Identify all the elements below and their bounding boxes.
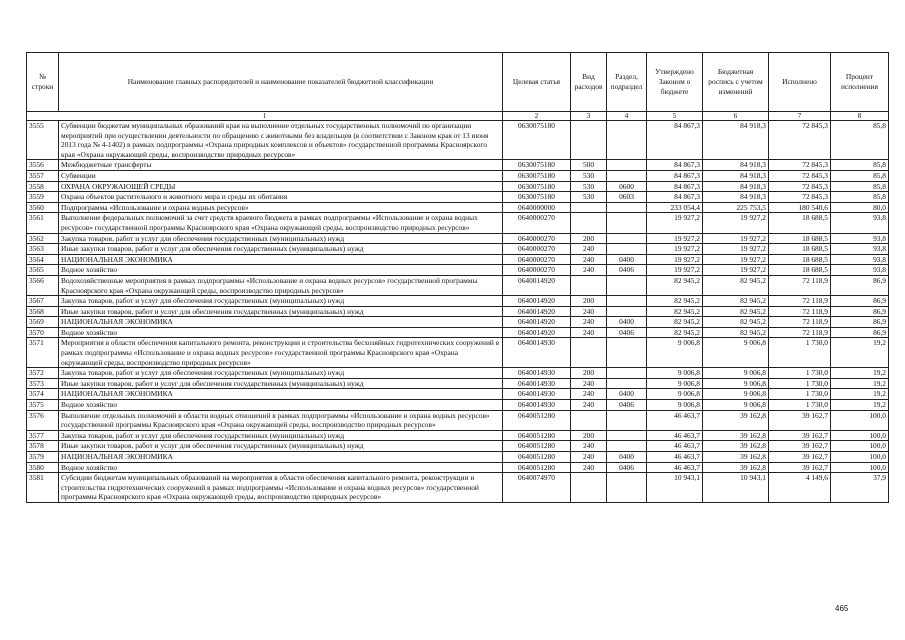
target-article-cell: 0630075180	[503, 170, 571, 181]
expense-type-cell: 240	[571, 462, 607, 473]
section-cell	[607, 430, 647, 441]
name-cell: Закупка товаров, работ и услуг для обеспечения государственных (муниципальных) нужд	[59, 368, 503, 379]
budget-schedule-cell: 19 927,2	[703, 213, 769, 233]
row-number-cell: 3581	[27, 473, 59, 503]
approved-cell: 9 006,8	[647, 389, 703, 400]
budget-schedule-cell: 84 918,3	[703, 170, 769, 181]
section-cell	[607, 378, 647, 389]
name-cell: НАЦИОНАЛЬНАЯ ЭКОНОМИКА	[59, 254, 503, 265]
name-cell: Водохозяйственные мероприятия в рамках подпрограммы «Использование и охрана водных ресурсов» государственной программы Красноярского края «Охрана окружающей среды, воспроизводство природных ресурсов»	[59, 275, 503, 295]
target-article-cell: 0640014920	[503, 275, 571, 295]
section-cell: 0603	[607, 192, 647, 203]
approved-cell: 82 945,2	[647, 296, 703, 307]
budget-report-sheet	[26, 52, 888, 503]
percent-cell: 85,8	[831, 170, 889, 181]
name-cell: Межбюджетные трансферты	[59, 160, 503, 171]
table-row	[27, 452, 889, 463]
table-row	[27, 244, 889, 255]
expense-type-cell	[571, 338, 607, 368]
percent-cell: 85,8	[831, 192, 889, 203]
executed-cell: 18 688,5	[769, 254, 831, 265]
percent-cell: 80,0	[831, 202, 889, 213]
target-article-cell: 0640000270	[503, 213, 571, 233]
row-number-cell: 3568	[27, 306, 59, 317]
expense-type-cell: 240	[571, 306, 607, 317]
name-cell: Выполнение федеральных полномочий за счет средств краевого бюджета в рамках подпрограммы «Использование и охрана водных ресурсов» государственной программы Красноярского края «Охрана окружающей среды, воспроизводство природных ресурсов»	[59, 213, 503, 233]
executed-cell: 1 730,0	[769, 338, 831, 368]
budget-schedule-cell: 84 918,3	[703, 192, 769, 203]
expense-type-cell: 240	[571, 254, 607, 265]
percent-cell: 93,8	[831, 213, 889, 233]
section-cell	[607, 306, 647, 317]
target-article-cell: 0630075180	[503, 121, 571, 160]
table-header-row	[27, 53, 889, 112]
executed-cell: 72 118,9	[769, 296, 831, 307]
budget-schedule-cell: 9 006,8	[703, 378, 769, 389]
target-article-cell: 0640051280	[503, 462, 571, 473]
approved-cell: 46 463,7	[647, 462, 703, 473]
name-cell: НАЦИОНАЛЬНАЯ ЭКОНОМИКА	[59, 317, 503, 328]
table-row	[27, 254, 889, 265]
budget-schedule-cell: 82 945,2	[703, 306, 769, 317]
expense-type-cell: 240	[571, 452, 607, 463]
budget-schedule-cell: 84 918,3	[703, 160, 769, 171]
expense-type-cell: 200	[571, 368, 607, 379]
executed-cell: 72 845,3	[769, 192, 831, 203]
approved-cell: 9 006,8	[647, 400, 703, 411]
target-article-cell: 0640000270	[503, 265, 571, 276]
name-cell: Охрана объектов растительного и животного мира и среды их обитания	[59, 192, 503, 203]
executed-cell: 72 118,9	[769, 275, 831, 295]
budget-schedule-cell: 9 006,8	[703, 389, 769, 400]
section-cell	[607, 244, 647, 255]
page-number: 465	[835, 604, 849, 613]
percent-cell: 19,2	[831, 368, 889, 379]
name-cell: Субсидии бюджетам муниципальных образований на мероприятия в области обеспечения капитального ремонта, реконструкции и строительства гидротехнических сооружений в рамках подпрограммы «Использование и охрана водных ресурсов» государственной программы Красноярского края «Охрана окружающей среды, воспроизводство природных ресурсов»	[59, 473, 503, 503]
row-number-cell: 3562	[27, 233, 59, 244]
budget-schedule-cell: 82 945,2	[703, 327, 769, 338]
executed-cell: 1 730,0	[769, 368, 831, 379]
expense-type-cell	[571, 275, 607, 295]
name-cell: Иные закупки товаров, работ и услуг для обеспечения государственных (муниципальных) нужд	[59, 378, 503, 389]
table-row	[27, 327, 889, 338]
name-cell: НАЦИОНАЛЬНАЯ ЭКОНОМИКА	[59, 389, 503, 400]
approved-cell: 84 867,3	[647, 170, 703, 181]
column-number: 3	[571, 112, 607, 121]
approved-cell: 46 463,7	[647, 441, 703, 452]
section-cell	[607, 213, 647, 233]
budget-schedule-cell: 39 162,8	[703, 410, 769, 430]
row-number-cell: 3557	[27, 170, 59, 181]
budget-schedule-cell: 84 918,3	[703, 181, 769, 192]
table-row	[27, 181, 889, 192]
percent-cell: 85,8	[831, 160, 889, 171]
header-executed: Исполнено	[769, 53, 831, 112]
column-number: 5	[647, 112, 703, 121]
executed-cell: 18 688,5	[769, 213, 831, 233]
target-article-cell: 0630075180	[503, 192, 571, 203]
target-article-cell: 0640051280	[503, 410, 571, 430]
table-row	[27, 306, 889, 317]
expense-type-cell: 240	[571, 317, 607, 328]
approved-cell: 19 927,2	[647, 233, 703, 244]
table-body	[27, 121, 889, 503]
approved-cell: 82 945,2	[647, 275, 703, 295]
percent-cell: 86,9	[831, 296, 889, 307]
table-row	[27, 202, 889, 213]
percent-cell: 85,8	[831, 181, 889, 192]
percent-cell: 93,8	[831, 265, 889, 276]
executed-cell: 39 162,7	[769, 430, 831, 441]
section-cell	[607, 473, 647, 503]
column-number: 7	[769, 112, 831, 121]
target-article-cell: 0630075180	[503, 181, 571, 192]
section-cell	[607, 410, 647, 430]
percent-cell: 86,9	[831, 327, 889, 338]
section-cell	[607, 275, 647, 295]
row-number-cell: 3563	[27, 244, 59, 255]
approved-cell: 82 945,2	[647, 327, 703, 338]
section-cell	[607, 368, 647, 379]
expense-type-cell: 240	[571, 244, 607, 255]
name-cell: Водное хозяйство	[59, 400, 503, 411]
approved-cell: 9 006,8	[647, 378, 703, 389]
target-article-cell: 0640014930	[503, 368, 571, 379]
table-row	[27, 121, 889, 160]
table-row	[27, 368, 889, 379]
executed-cell: 72 118,9	[769, 306, 831, 317]
expense-type-cell: 240	[571, 327, 607, 338]
name-cell: Субвенции бюджетам муниципальных образований края на выполнение отдельных государственных полномочий по организации мероприятий при осуществлении деятельности по обращению с животными без владельцев (в соответствии с Законом края от 13 июня 2013 года № 4-1402) в рамках подпрограммы «Охрана природных комплексов и объектов» государственной программы Красноярского края «Охрана окружающей среды, воспроизводство природных ресурсов»	[59, 121, 503, 160]
table-row	[27, 192, 889, 203]
table-row	[27, 430, 889, 441]
row-number-cell: 3572	[27, 368, 59, 379]
header-budget-schedule: Бюджетная роспись с учетом изменений	[703, 53, 769, 112]
budget-schedule-cell: 39 162,8	[703, 452, 769, 463]
percent-cell: 19,2	[831, 400, 889, 411]
table-row	[27, 296, 889, 307]
row-number-cell: 3559	[27, 192, 59, 203]
budget-schedule-cell: 82 945,2	[703, 317, 769, 328]
row-number-cell: 3567	[27, 296, 59, 307]
table-row	[27, 213, 889, 233]
name-cell: Подпрограмма «Использование и охрана водных ресурсов»	[59, 202, 503, 213]
table-row	[27, 400, 889, 411]
percent-cell: 100,0	[831, 410, 889, 430]
column-number-row	[27, 112, 889, 121]
executed-cell: 72 118,9	[769, 317, 831, 328]
table-row	[27, 441, 889, 452]
row-number-cell: 3577	[27, 430, 59, 441]
table-row	[27, 233, 889, 244]
row-number-cell: 3569	[27, 317, 59, 328]
table-row	[27, 378, 889, 389]
table-row	[27, 160, 889, 171]
budget-schedule-cell: 9 006,8	[703, 338, 769, 368]
expense-type-cell: 240	[571, 389, 607, 400]
header-row-number: № строки	[27, 53, 59, 112]
table-row	[27, 473, 889, 503]
table-row	[27, 389, 889, 400]
approved-cell: 82 945,2	[647, 306, 703, 317]
target-article-cell: 0640014920	[503, 327, 571, 338]
column-number: 4	[607, 112, 647, 121]
name-cell: ОХРАНА ОКРУЖАЮЩЕЙ СРЕДЫ	[59, 181, 503, 192]
section-cell	[607, 160, 647, 171]
target-article-cell: 0640014920	[503, 317, 571, 328]
target-article-cell: 0640051280	[503, 430, 571, 441]
target-article-cell: 0640014930	[503, 389, 571, 400]
target-article-cell: 0640014920	[503, 306, 571, 317]
name-cell: Водное хозяйство	[59, 265, 503, 276]
percent-cell: 86,9	[831, 317, 889, 328]
percent-cell: 93,8	[831, 244, 889, 255]
budget-schedule-cell: 39 162,8	[703, 441, 769, 452]
name-cell: Выполнение отдельных полномочий в области водных отношений в рамках подпрограммы «Использование и охрана водных ресурсов» государственной программы Красноярского края «Охрана окружающей среды, воспроизводство природных ресурсов»	[59, 410, 503, 430]
target-article-cell: 0630075180	[503, 160, 571, 171]
section-cell: 0406	[607, 462, 647, 473]
expense-type-cell: 530	[571, 181, 607, 192]
section-cell	[607, 121, 647, 160]
approved-cell: 46 463,7	[647, 430, 703, 441]
expense-type-cell: 240	[571, 378, 607, 389]
row-number-cell: 3555	[27, 121, 59, 160]
table-row	[27, 317, 889, 328]
budget-schedule-cell: 19 927,2	[703, 233, 769, 244]
column-number: 6	[703, 112, 769, 121]
approved-cell: 9 006,8	[647, 338, 703, 368]
section-cell	[607, 202, 647, 213]
percent-cell: 19,2	[831, 378, 889, 389]
section-cell: 0400	[607, 254, 647, 265]
row-number-cell: 3564	[27, 254, 59, 265]
percent-cell: 93,8	[831, 233, 889, 244]
target-article-cell: 0640000270	[503, 244, 571, 255]
row-number-cell: 3558	[27, 181, 59, 192]
approved-cell: 10 943,1	[647, 473, 703, 503]
section-cell	[607, 170, 647, 181]
expense-type-cell	[571, 202, 607, 213]
target-article-cell: 0640074970	[503, 473, 571, 503]
executed-cell: 18 688,5	[769, 233, 831, 244]
row-number-cell: 3571	[27, 338, 59, 368]
section-cell	[607, 296, 647, 307]
percent-cell: 100,0	[831, 430, 889, 441]
row-number-cell: 3566	[27, 275, 59, 295]
approved-cell: 19 927,2	[647, 244, 703, 255]
executed-cell: 72 845,3	[769, 181, 831, 192]
approved-cell: 84 867,3	[647, 181, 703, 192]
executed-cell: 1 730,0	[769, 389, 831, 400]
target-article-cell: 0640014930	[503, 400, 571, 411]
target-article-cell: 0640014930	[503, 378, 571, 389]
expense-type-cell: 200	[571, 233, 607, 244]
percent-cell: 86,9	[831, 306, 889, 317]
row-number-cell: 3560	[27, 202, 59, 213]
percent-cell: 19,2	[831, 338, 889, 368]
name-cell: Закупка товаров, работ и услуг для обеспечения государственных (муниципальных) нужд	[59, 233, 503, 244]
row-number-cell: 3576	[27, 410, 59, 430]
name-cell: Субвенции	[59, 170, 503, 181]
header-name: Наименование главных распорядителей и наименование показателей бюджетной классификации	[59, 53, 503, 112]
column-number: 8	[831, 112, 889, 121]
budget-schedule-cell: 19 927,2	[703, 254, 769, 265]
column-number: 2	[503, 112, 571, 121]
header-target-article: Целевая статья	[503, 53, 571, 112]
approved-cell: 9 006,8	[647, 368, 703, 379]
percent-cell: 19,2	[831, 389, 889, 400]
approved-cell: 82 945,2	[647, 317, 703, 328]
name-cell: Иные закупки товаров, работ и услуг для обеспечения государственных (муниципальных) нужд	[59, 441, 503, 452]
row-number-cell: 3561	[27, 213, 59, 233]
approved-cell: 19 927,2	[647, 254, 703, 265]
row-number-cell: 3570	[27, 327, 59, 338]
section-cell	[607, 338, 647, 368]
executed-cell: 39 162,7	[769, 441, 831, 452]
header-section: Раздел, подраздел	[607, 53, 647, 112]
percent-cell: 93,8	[831, 254, 889, 265]
expense-type-cell	[571, 213, 607, 233]
column-number: 1	[27, 112, 503, 121]
budget-schedule-cell: 19 927,2	[703, 265, 769, 276]
name-cell: Закупка товаров, работ и услуг для обеспечения государственных (муниципальных) нужд	[59, 430, 503, 441]
executed-cell: 39 162,7	[769, 462, 831, 473]
expense-type-cell: 530	[571, 192, 607, 203]
percent-cell: 100,0	[831, 452, 889, 463]
header-percent: Процент исполнения	[831, 53, 889, 112]
header-expense-type: Вид расходов	[571, 53, 607, 112]
executed-cell: 72 118,9	[769, 327, 831, 338]
name-cell: Иные закупки товаров, работ и услуг для обеспечения государственных (муниципальных) нужд	[59, 244, 503, 255]
section-cell: 0400	[607, 452, 647, 463]
budget-schedule-cell: 84 918,3	[703, 121, 769, 160]
name-cell: Закупка товаров, работ и услуг для обеспечения государственных (муниципальных) нужд	[59, 296, 503, 307]
expense-type-cell: 200	[571, 296, 607, 307]
percent-cell: 37,9	[831, 473, 889, 503]
budget-schedule-cell: 39 162,8	[703, 430, 769, 441]
approved-cell: 233 054,4	[647, 202, 703, 213]
percent-cell: 85,8	[831, 121, 889, 160]
section-cell: 0406	[607, 265, 647, 276]
row-number-cell: 3575	[27, 400, 59, 411]
table-row	[27, 410, 889, 430]
executed-cell: 1 730,0	[769, 400, 831, 411]
approved-cell: 19 927,2	[647, 213, 703, 233]
target-article-cell: 0640051280	[503, 452, 571, 463]
percent-cell: 100,0	[831, 441, 889, 452]
budget-schedule-cell: 10 943,1	[703, 473, 769, 503]
target-article-cell: 0640014920	[503, 296, 571, 307]
executed-cell: 4 149,6	[769, 473, 831, 503]
approved-cell: 19 927,2	[647, 265, 703, 276]
expense-type-cell: 240	[571, 400, 607, 411]
budget-schedule-cell: 82 945,2	[703, 296, 769, 307]
section-cell: 0406	[607, 327, 647, 338]
target-article-cell: 0640000000	[503, 202, 571, 213]
executed-cell: 1 730,0	[769, 378, 831, 389]
expense-type-cell: 240	[571, 265, 607, 276]
name-cell: Водное хозяйство	[59, 462, 503, 473]
executed-cell: 18 688,5	[769, 265, 831, 276]
row-number-cell: 3556	[27, 160, 59, 171]
section-cell: 0400	[607, 389, 647, 400]
budget-schedule-cell: 82 945,2	[703, 275, 769, 295]
target-article-cell: 0640000270	[503, 254, 571, 265]
table-row	[27, 275, 889, 295]
name-cell: НАЦИОНАЛЬНАЯ ЭКОНОМИКА	[59, 452, 503, 463]
approved-cell: 84 867,3	[647, 160, 703, 171]
row-number-cell: 3579	[27, 452, 59, 463]
expense-type-cell: 240	[571, 441, 607, 452]
name-cell: Иные закупки товаров, работ и услуг для обеспечения государственных (муниципальных) нужд	[59, 306, 503, 317]
budget-schedule-cell: 9 006,8	[703, 368, 769, 379]
table-row	[27, 265, 889, 276]
budget-schedule-cell: 9 006,8	[703, 400, 769, 411]
approved-cell: 84 867,3	[647, 121, 703, 160]
row-number-cell: 3578	[27, 441, 59, 452]
name-cell: Водное хозяйство	[59, 327, 503, 338]
header-approved: Утверждено Законом о бюджете	[647, 53, 703, 112]
executed-cell: 39 162,7	[769, 452, 831, 463]
executed-cell: 72 845,3	[769, 121, 831, 160]
percent-cell: 86,9	[831, 275, 889, 295]
executed-cell: 72 845,3	[769, 160, 831, 171]
budget-schedule-cell: 19 927,2	[703, 244, 769, 255]
executed-cell: 39 162,7	[769, 410, 831, 430]
row-number-cell: 3565	[27, 265, 59, 276]
section-cell: 0406	[607, 400, 647, 411]
row-number-cell: 3573	[27, 378, 59, 389]
budget-execution-table	[26, 52, 889, 503]
section-cell	[607, 441, 647, 452]
expense-type-cell	[571, 121, 607, 160]
approved-cell: 46 463,7	[647, 452, 703, 463]
budget-schedule-cell: 225 753,5	[703, 202, 769, 213]
table-row	[27, 462, 889, 473]
executed-cell: 180 540,6	[769, 202, 831, 213]
target-article-cell: 0640014930	[503, 338, 571, 368]
section-cell: 0400	[607, 317, 647, 328]
expense-type-cell	[571, 473, 607, 503]
expense-type-cell: 500	[571, 160, 607, 171]
table-row	[27, 338, 889, 368]
table-row	[27, 170, 889, 181]
section-cell	[607, 233, 647, 244]
approved-cell: 46 463,7	[647, 410, 703, 430]
expense-type-cell	[571, 410, 607, 430]
executed-cell: 18 688,5	[769, 244, 831, 255]
name-cell: Мероприятия в области обеспечения капитального ремонта, реконструкции и строительства бесхозяйных гидротехнических сооружений в рамках подпрограммы «Использование и охрана водных ресурсов» государственной программы Красноярского края «Охрана окружающей среды, воспроизводство природных ресурсов»	[59, 338, 503, 368]
expense-type-cell: 200	[571, 430, 607, 441]
budget-schedule-cell: 39 162,8	[703, 462, 769, 473]
executed-cell: 72 845,3	[769, 170, 831, 181]
approved-cell: 84 867,3	[647, 192, 703, 203]
row-number-cell: 3580	[27, 462, 59, 473]
row-number-cell: 3574	[27, 389, 59, 400]
percent-cell: 100,0	[831, 462, 889, 473]
target-article-cell: 0640051280	[503, 441, 571, 452]
expense-type-cell: 530	[571, 170, 607, 181]
section-cell: 0600	[607, 181, 647, 192]
target-article-cell: 0640000270	[503, 233, 571, 244]
